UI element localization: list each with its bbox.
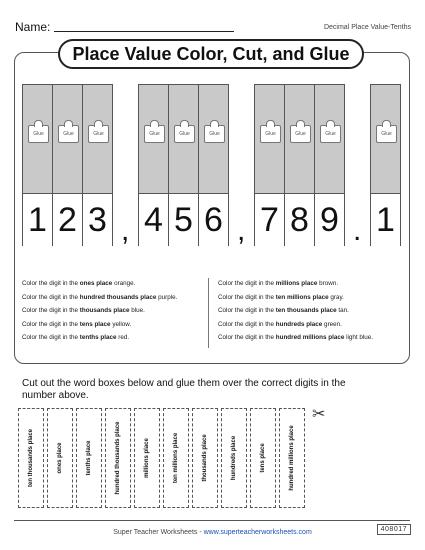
glue-icon: Glue <box>376 125 397 143</box>
word-box[interactable]: hundred millions place <box>279 408 305 508</box>
instruction-line: Color the digit in the millions place brown. <box>218 280 339 287</box>
word-box[interactable]: tens place <box>250 408 276 508</box>
glue-icon: Glue <box>58 125 79 143</box>
instruction-line: Color the digit in the hundred thousands place purple. <box>22 293 178 301</box>
comma-separator: , <box>237 214 246 247</box>
word-box[interactable]: thousands place <box>192 408 218 508</box>
glue-icon: Glue <box>290 125 311 143</box>
word-box[interactable]: ten millions place <box>163 408 189 508</box>
digit-column <box>168 84 199 246</box>
decimal-point: . <box>353 214 362 247</box>
instruction-line: Color the digit in the thousands place blue. <box>22 307 145 314</box>
digit-column <box>370 84 401 246</box>
instruction-line: Color the digit in the ones place orange. <box>22 280 136 287</box>
digit: 3 <box>83 193 112 246</box>
digit-column <box>22 84 53 246</box>
digit: 4 <box>139 193 168 246</box>
digit-column <box>198 84 229 246</box>
instruction-line: Color the digit in the tenths place red. <box>22 334 130 341</box>
worksheet-code: 408017 <box>377 524 411 535</box>
digit: 2 <box>53 193 82 246</box>
instruction-line: Color the digit in the hundred millions place light blue. <box>218 334 374 341</box>
instruction-line: Color the digit in the ten thousands place tan. <box>218 307 349 314</box>
digit-column <box>254 84 285 246</box>
word-box[interactable]: tenths place <box>76 408 102 508</box>
instruction-line: Color the digit in the hundreds place green. <box>218 320 342 328</box>
digit: 9 <box>315 193 344 246</box>
comma-separator: , <box>121 214 130 247</box>
digit-column <box>82 84 113 246</box>
digit: 6 <box>199 193 228 246</box>
digit: 7 <box>255 193 284 246</box>
word-box[interactable]: ones place <box>47 408 73 508</box>
glue-icon: Glue <box>260 125 281 143</box>
word-box[interactable]: hundred thousands place <box>105 408 131 508</box>
digit-group-ones <box>254 84 344 246</box>
digit-column <box>52 84 83 246</box>
word-box[interactable]: millions place <box>134 408 160 508</box>
scissors-icon: ✂ <box>312 406 326 423</box>
glue-icon: Glue <box>28 125 49 143</box>
footer-rule <box>14 520 410 521</box>
worksheet-title: Place Value Color, Cut, and Glue <box>58 39 364 69</box>
glue-icon: Glue <box>88 125 109 143</box>
glue-icon: Glue <box>320 125 341 143</box>
digit-column <box>284 84 315 246</box>
instructions-left <box>22 280 177 348</box>
digit: 1 <box>371 193 400 246</box>
name-label: Name: <box>15 20 51 34</box>
word-box[interactable]: ten thousands place <box>18 408 44 508</box>
digit: 5 <box>169 193 198 246</box>
digit-group-millions <box>22 84 112 246</box>
instructions-right <box>218 280 373 348</box>
worksheet-subject: Decimal Place Value-Tenths <box>323 24 411 31</box>
digit-column <box>138 84 169 246</box>
digit: 1 <box>23 193 52 246</box>
footer-link[interactable]: www.superteacherworksheets.com <box>203 529 312 536</box>
name-line <box>54 31 234 32</box>
glue-icon: Glue <box>144 125 165 143</box>
footer: Super Teacher Worksheets - www.superteacherworksheets.com <box>113 529 312 536</box>
instruction-line: Color the digit in the ten millions place gray. <box>218 293 344 301</box>
digit-column <box>314 84 345 246</box>
glue-icon: Glue <box>204 125 225 143</box>
digit: 8 <box>285 193 314 246</box>
word-box[interactable]: hundreds place <box>221 408 247 508</box>
instructions-divider <box>208 278 209 348</box>
digit-group-thousands <box>138 84 228 246</box>
instruction-line: Color the digit in the tens place yellow. <box>22 320 132 328</box>
digit-group-tenths <box>370 84 400 246</box>
glue-icon: Glue <box>174 125 195 143</box>
cut-instruction: Cut out the word boxes below and glue them over the correct digits in the number above. <box>22 378 346 401</box>
